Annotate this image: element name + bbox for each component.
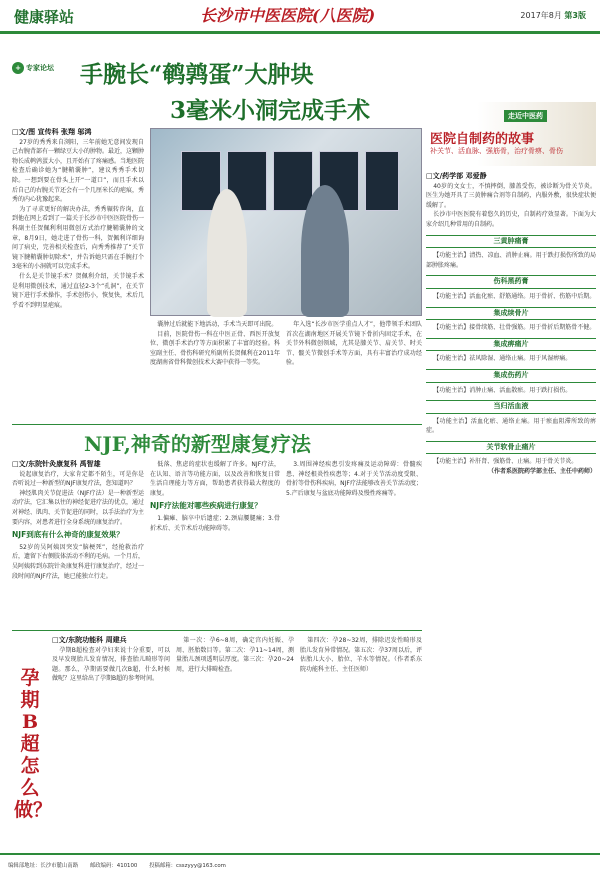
article1-byline: □文/图 宣传科 张翔 邬鸿 [12, 128, 92, 136]
article2-col3 [286, 460, 422, 626]
paragraph: 孕期B超检查对孕妇来说十分重要，可以及早发现胎儿发育情况，排查胎儿畸形等问题。那么，孕期需要做几次B超，什么时候做呢？这里给出了孕期B超的参考时间。 [52, 646, 170, 683]
drug-desc: 【功能主治】活血化瘀、舒筋通络。用于骨折、伤筋中后期。 [433, 292, 596, 300]
article3-col1 [52, 636, 170, 848]
paragraph: 囊肿过后就能下地活动，手术当天即可出院。 [157, 321, 278, 328]
paragraph: 什么是关节镜手术？贺佩利介绍，关节镜手术是利用微创技术，通过直径2-3个“孔洞”，在关节镜下进行手术操作，手术创伤小，恢复快，术后几乎看不到明显疤痕。 [12, 272, 144, 309]
paragraph: 为了寻求更好的解决办法，秀秀辗转咨询，直到他在网上看到了一篇关于长沙市中医医院骨伤一科副主任贺佩利利用微创方式治疗腱鞘囊肿的文章，8月9日，她走进了骨伤一科，贺佩利详细询问了病史，完善相关检查后，向秀秀推荐了“关节镜下腱鞘囊肿切除术”，并告诉她只需在手腕打个3毫米的小洞就可以完成手术。 [12, 205, 144, 271]
article2-col2 [150, 460, 280, 626]
section-title: 健康驿站 [14, 8, 75, 26]
article3-byline: □文/东院功能科 周建兵 [52, 636, 127, 644]
drug-desc: 【功能主治】祛风除湿、通络止痛。用于风湿痹痛。 [433, 355, 572, 363]
article2-title: NJF,神奇的新型康复疗法 [84, 432, 311, 456]
drug-name: 集成伤药片 [426, 369, 596, 383]
divider [12, 424, 422, 425]
issue-info [520, 10, 586, 21]
paragraph: 目前，医院骨伤一科在中医正骨、西医开放复位、微创手术治疗等方面积累了丰富的经验。科室副主任、骨伤科研究所副所长贺佩利在2011年度湖南省骨科微创技术大赛中获得一等奖。 [150, 330, 280, 367]
drug-desc: 【功能主治】清热、凉血、消肿止痛。用于跌打损伤所致的局部肿胀疼痛。 [426, 252, 596, 269]
paragraph: 年入选“长沙市医学重点人才”，他带领手术团队首次在湖南地区开展关节镜下骨折内固定手术，在关节外科微创领域，尤其是膝关节、肩关节、时关节、髋关节微创手术等方面，具有丰富治疗成功经验。 [286, 321, 422, 367]
paragraph: 长沙市中医医院有着悠久的历史，自制药疗效显著。下面为大家介绍几种常用的自制药。 [426, 211, 596, 228]
paragraph: 52岁的吴阿姨因突发“脑梗死”，经抢救治疗后，遗留下右侧肢体活动不利的毛病。一个月后，吴阿姨转到东院针灸康复科进行康复治疗，经过一段时间的NJF疗法，她已能独立行走。 [12, 543, 144, 580]
sidebar-title: 医院自制药的故事 [430, 132, 535, 147]
newspaper-logo: 长沙市中医医院(八医院) [200, 6, 376, 25]
drug-name: 伤科黑药膏 [426, 275, 596, 289]
drug-desc: 【功能主治】活血化瘀、通络止痛。用于瘀血阻滞所致的痹症。 [426, 417, 596, 435]
drug-desc: 【功能主治】接骨续筋、壮骨强筋。用于骨折后期筋骨不健。 [433, 324, 596, 332]
drug-name: 关节软骨止痛片 [426, 441, 596, 455]
sidebar-panel [426, 102, 596, 840]
article1-tag [12, 62, 76, 76]
paragraph: 第一次：孕6~8周，确定宫内妊娠、孕周、胚胎数目等。第二次：孕11~14周，测量胎儿颈项透明层厚度。第三次：孕20~24周，进行大排畸检查。 [176, 637, 294, 673]
article1-col1 [12, 128, 144, 424]
xray-film [365, 151, 399, 211]
article1-title-line2: 3毫米小洞完成手术 [170, 97, 371, 124]
page-header [0, 0, 600, 34]
divider [12, 630, 422, 631]
sidebar-byline: □文/药学部 邓爱静 [426, 172, 487, 180]
sidebar-body [426, 172, 596, 840]
article3-col2 [176, 636, 294, 848]
paragraph: 第四次：孕28~32周，排除迟发性畸形及胎儿发育异常情况。第五次：孕37周以后，评估胎儿大小、胎位、羊水等情况。（作者系东院功能科主任、主任医师） [300, 637, 422, 673]
article1-tag-label: 专家论坛 [26, 64, 54, 72]
sidebar-subtitle: 补关节、活血脉、强筋骨，治疗骨痹、骨伤 [430, 147, 563, 155]
paragraph: 神经肌肉关节促进法（NJF疗法）是一种新型运动疗法，它汇集以往的神经促进疗法的优点，通过对神经、肌肉、关节促进的同时，以手法治疗为主要内容，对患者进行全身系统的康复治疗。 [12, 489, 144, 526]
sidebar-footnote: （作者系医院药学部主任、主任中药师） [487, 468, 596, 476]
drug-name: 集成续骨片 [426, 307, 596, 321]
drug-desc: 【功能主治】消肿止痛、活血散瘀。用于跌打损伤。 [433, 386, 572, 394]
doctor-figure [207, 189, 247, 317]
footer-item: 编辑部地址：长沙市麓山南路 [8, 863, 79, 869]
article1-col2 [150, 320, 280, 424]
sidebar-tag: 走近中医药 [504, 110, 547, 122]
article2-subheading: NJF疗法能对哪些疾病进行康复？ [150, 501, 262, 511]
drug-name: 当归活血液 [426, 400, 596, 414]
sidebar-banner [426, 102, 596, 166]
article2-col1 [12, 460, 144, 626]
article3-title: 孕期B超怎么做？ [14, 667, 53, 821]
footer-item: 投稿邮箱：csszyyy@163.com [149, 863, 226, 869]
patient-figure [301, 185, 349, 317]
drug-name: 三黄肿痛膏 [426, 235, 596, 249]
xray-film [273, 151, 313, 211]
issue-date: 2017年8月 [520, 11, 562, 20]
paragraph: 1.偏瘫、脑卒中后遗症；2.颈肩腰腿痛；3.骨折术后、关节术后功能障碍等。 [150, 514, 280, 532]
article1-col3 [286, 320, 422, 424]
article2-subheading: NJF到底有什么神奇的康复效果？ [12, 530, 124, 540]
article1-photo [150, 128, 422, 316]
page-label: 第3版 [564, 11, 586, 20]
drug-desc: 【功能主治】补肝肾、强筋骨、止痛。用于骨关节炎。 [433, 458, 578, 466]
page-footer [0, 853, 600, 874]
footer-item: 邮政编码：410100 [89, 863, 138, 869]
paragraph: 低落、焦虑的症状也缓解了许多。NJF疗法，在认知、语言等功能方面，以及改善和恢复日常生活自理能力等方面，帮助患者获得最大程度的康复。 [150, 461, 280, 497]
paragraph: 40岁的文女士，不慎摔倒，膝盖受伤，被诊断为骨关节炎。医生为她开具了三黄肿痛合剂等自制药，内服外敷，很快症状便缓解了。 [426, 182, 596, 209]
article3-col3 [300, 636, 422, 848]
article1-title-line1: 手腕长“鹌鹑蛋”大肿块 [80, 61, 314, 88]
drug-name: 集成痹痛片 [426, 338, 596, 352]
paragraph: 说起康复治疗，大家肯定都不陌生，可是你是否听说过一种新型的NJF康复疗法，您知道吗？ [12, 470, 144, 488]
plus-icon: + [12, 62, 24, 74]
paragraph: 27岁的秀秀来自浏阳，三年前她无意间发现自己右腕背部有一颗绿豆大小的肿物。最近，这颗肿物长成鹌鹑蛋大小，且开始有了疼痛感。当地医院检查后确诊她为“腱鞘囊肿”，建议秀秀手术切除。一想到要在骨头上开“一道口”，而且手术以后自己的右腕关节还会有一个几厘米长的疤痕，秀秀的内心犹豫起来。 [12, 138, 144, 204]
paragraph: 3.周围神经疾患引发疼痛及运动障碍：骨髓疾患、神经根炎性疾患等；4.对于关节活动度受限、骨折等骨伤科疾病，NJF疗法能够改善关节活动度；5.产后康复与盆底功能障碍及慢性疼痛等。 [286, 461, 422, 497]
article2-byline: □文/东院针灸康复科 禹智雄 [12, 460, 101, 468]
